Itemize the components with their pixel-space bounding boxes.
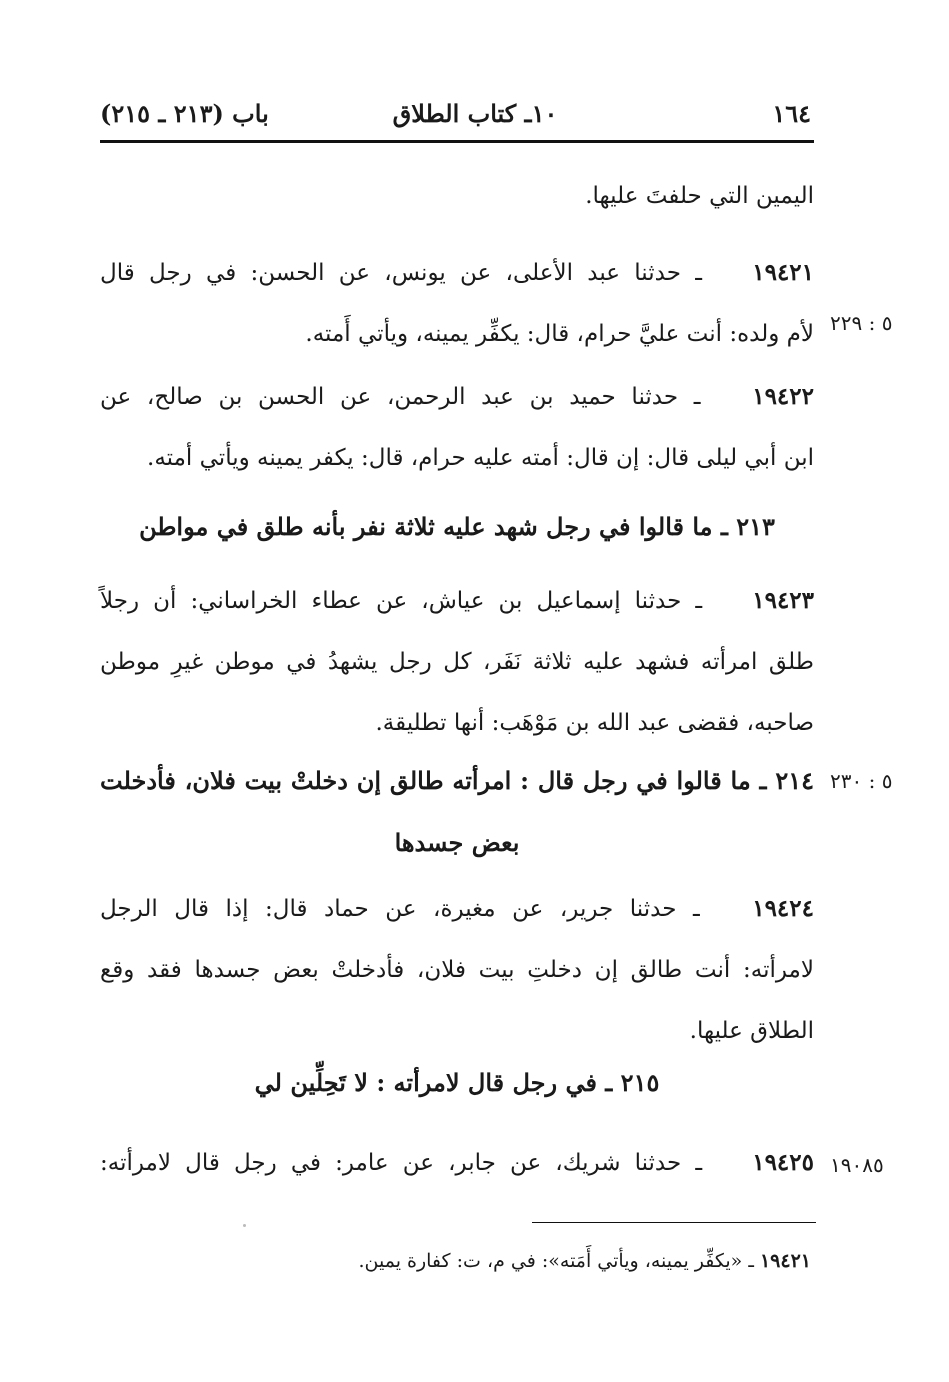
text-line-content: ـ حدثنا عبد الأعلى، عن يونس، عن الحسن: في رجل قال <box>100 260 702 286</box>
running-head-book-title: ١٠ـ كتاب الطلاق <box>392 99 558 128</box>
hadith-number: ١٩٤٢٢ <box>752 383 814 410</box>
margin-reference: ١٩٠٨٥ <box>830 1153 884 1177</box>
footnote-rule <box>532 1222 816 1223</box>
footnote-number: ١٩٤٢١ <box>759 1250 811 1272</box>
text-line: طلق امرأته فشهد عليه ثلاثة نَفَر، كل رجل يشهدُ في موطن غيرِ موطن <box>100 649 814 675</box>
hadith-19424 <box>100 878 814 1062</box>
text-line-content: ـ حدثنا حميد بن عبد الرحمن، عن الحسن بن صالح، عن <box>100 384 701 410</box>
text-line: ابن أبي ليلى قال: إن قال: أمته عليه حرام، قال: يكفر يمينه ويأتي أمته. <box>147 445 814 471</box>
text-line: لأم ولده: أنت عليَّ حرام، قال: يكفِّر يمينه، ويأتي أَمته. <box>305 321 814 347</box>
text-line <box>100 878 814 940</box>
text-line: لامرأته: أنت طالق إن دخلتِ بيت فلان، فأدخلتْ بعض جسدها فقد وقع <box>100 957 814 983</box>
hadith-number: ١٩٤٢٤ <box>752 895 814 922</box>
text-line <box>100 242 814 304</box>
text-line-content: ـ حدثنا شريك، عن جابر، عن عامر: في رجل قال لامرأته: <box>100 1150 703 1176</box>
footnote <box>358 1246 811 1276</box>
header-rule <box>100 140 814 143</box>
heading-line: بعض جسدها <box>394 828 520 857</box>
text-line: صاحبه، فقضى عبد الله بن مَوْهَب: أنها تطليقة. <box>375 710 814 736</box>
text-line: الطلاق عليها. <box>689 1018 814 1044</box>
heading-line: ٢١٤ ـ ما قالوا في رجل قال : امرأته طالق إن دخلتْ بيت فلان، فأدخلت <box>100 766 814 795</box>
page-number: ١٦٤ <box>772 99 811 128</box>
text-line <box>100 1132 814 1194</box>
chapter-heading-213: ٢١٣ ـ ما قالوا في رجل شهد عليه ثلاثة نفر بأنه طلق في مواطن <box>139 512 775 541</box>
text-line-content: ـ حدثنا جرير، عن مغيرة، عن حماد قال: إذا قال الرجل <box>100 896 700 922</box>
chapter-heading-214 <box>100 750 814 874</box>
speck <box>243 1224 246 1227</box>
hadith-number: ١٩٤٢٣ <box>752 587 815 614</box>
margin-reference: ٥ : ٢٢٩ <box>830 311 893 335</box>
text-line <box>100 366 814 428</box>
footnote-text: ـ «يكفِّر يمينه، ويأتي أَمَته»: في م، ت: كفارة يمين. <box>358 1250 754 1272</box>
hadith-19421 <box>100 242 814 365</box>
hadith-19423 <box>100 570 814 754</box>
margin-reference: ٥ : ٢٣٠ <box>830 769 893 793</box>
hadith-19422 <box>100 366 814 489</box>
hadith-number: ١٩٤٢٥ <box>752 1149 814 1176</box>
chapter-heading-215: ٢١٥ ـ في رجل قال لامرأته : لا تَحِلِّين لي <box>254 1068 660 1097</box>
hadith-number: ١٩٤٢١ <box>752 259 815 286</box>
text-line: اليمين التي حلفتَ عليها. <box>585 183 814 209</box>
text-line-content: ـ حدثنا إسماعيل بن عياش، عن عطاء الخراساني: أن رجلاً <box>100 588 703 614</box>
running-head-section-range: باب (٢١٣ ـ ٢١٥) <box>100 99 269 128</box>
text-line <box>100 570 814 632</box>
hadith-19425 <box>100 1132 814 1194</box>
paragraph-continuation <box>100 166 814 227</box>
